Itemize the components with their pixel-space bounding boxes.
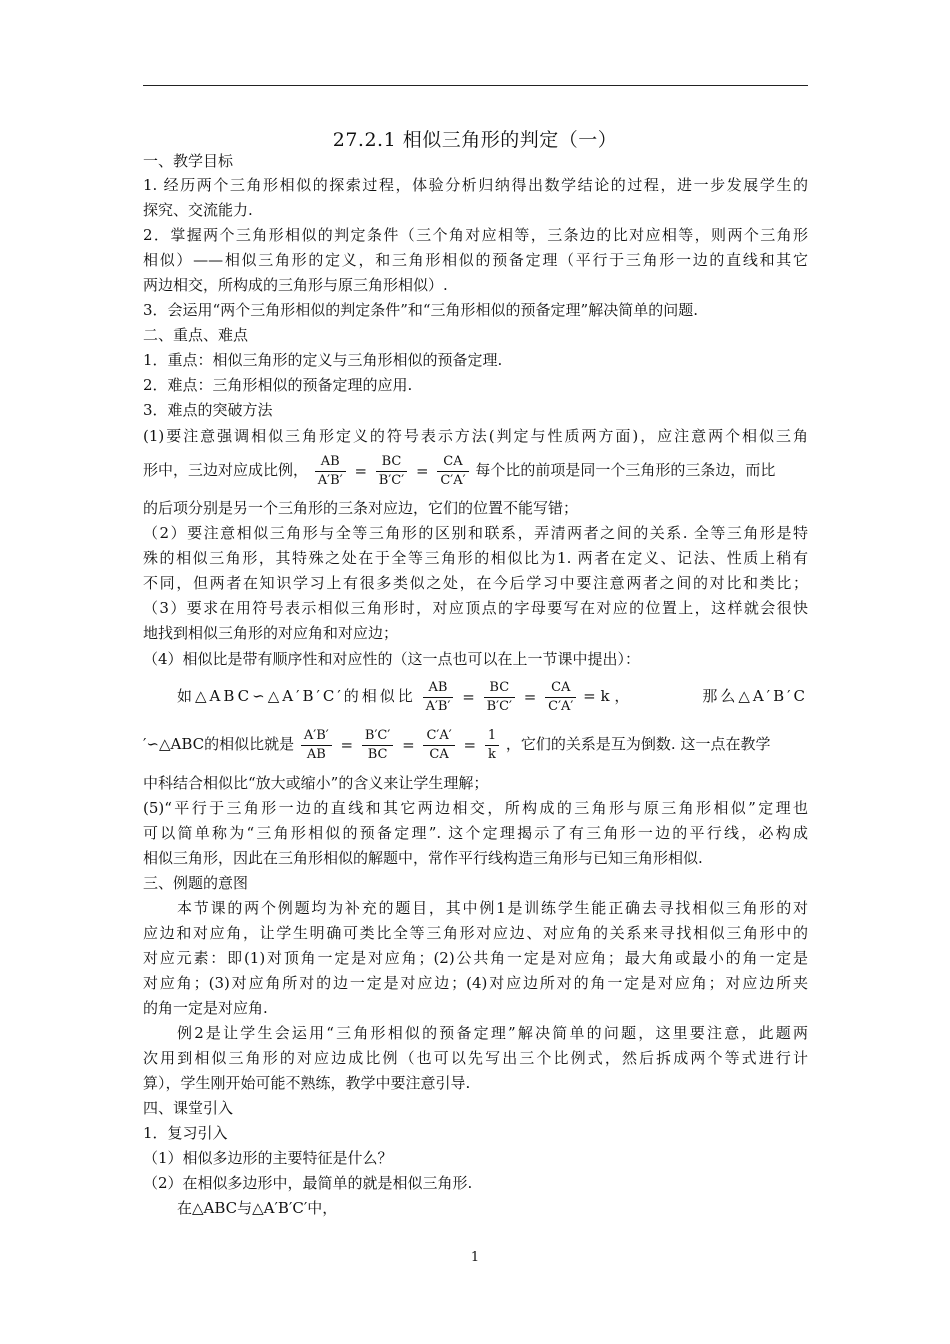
paragraph-line: 3．会运用“两个三角形相似的判定条件”和“三角形相似的预备定理”解决简单的问题. [143, 301, 698, 319]
fraction-cpap: $\frac{C'A'}{CA}$ [423, 727, 454, 764]
paragraph-line: 相似）——相似三角形的定义，和三角形相似的预备定理（平行于三角形一边的直线和其它 [143, 251, 808, 269]
paragraph-line: （2）在相似多边形中，最简单的就是相似三角形. [143, 1174, 473, 1192]
formula-text: 形中，三边对应成比例， [143, 461, 309, 479]
fraction-ab: $\frac{AB}{A'B'}$ [423, 679, 454, 716]
paragraph-line: 的角一定是对应角. [143, 999, 268, 1017]
paragraph-line: 对应角；(3)对应角所对的边一定是对应边；(4)对应边所对的角一定是对应角；对应边所夹 [143, 974, 808, 992]
paragraph-line: （3）要求在用符号表示相似三角形时，对应顶点的字母要写在对应的位置上，这样就会很快 [143, 599, 808, 617]
paragraph-line: 3．难点的突破方法 [143, 401, 273, 419]
section-heading-introduction: 四、课堂引入 [143, 1099, 234, 1117]
fraction-ab: $\frac{AB}{A'B'}$ [315, 453, 346, 490]
paragraph-line: 例2是让学生会运用“三角形相似的预备定理”解决简单的问题，这里要注意，此题两 [177, 1024, 808, 1042]
formula-line-similarity-ratio: 如△ABC∽△A′B′C′的相似比 $\frac{AB}{A'B'}$ = $\frac{BC}{B'C'}$ = $\frac{CA}{C'A'}$ = k ， 那么△A′B′C [177, 679, 808, 714]
paragraph-line: 1. 经历两个三角形相似的探索过程，体验分析归纳得出数学结论的过程，进一步发展学生的 [143, 176, 808, 194]
paragraph-line: 对应元素：即(1)对顶角一定是对应角；(2)公共角一定是对应角；最大角或最小的角一定是 [143, 949, 808, 967]
paragraph-line: 在△ABC与△A′B′C′中， [177, 1199, 338, 1217]
paragraph-line: (1)要注意强调相似三角形定义的符号表示方法(判定与性质两方面)，应注意两个相似三角 [143, 427, 808, 445]
page-title: 27.2.1 相似三角形的判定（一） [332, 129, 618, 151]
fraction-ca: $\frac{CA}{C'A'}$ [545, 679, 576, 716]
formula-line-ratios: 形中，三边对应成比例， $\frac{AB}{A'B'}$ = $\frac{BC}{B'C'}$ = $\frac{CA}{C'A'}$ 每个比的前项是同一个三角形的三条边，而比 [143, 453, 776, 488]
page-number: 1 [470, 1250, 480, 1265]
header-rule [143, 85, 808, 86]
section-heading-objectives: 一、教学目标 [143, 152, 234, 170]
paragraph-line: 不同，但两者在知识学习上有很多类似之处，在今后学习中要注意两者之间的对比和类比； [143, 574, 808, 592]
paragraph-line: 算），学生刚开始可能不熟练，教学中要注意引导. [143, 1074, 471, 1092]
paragraph-line: 探究、交流能力. [143, 201, 253, 219]
paragraph-line: 中科结合相似比“放大或缩小”的含义来让学生理解； [143, 774, 489, 792]
paragraph-line: 2．掌握两个三角形相似的判定条件（三个角对应相等，三条边的比对应相等，则两个三角形 [143, 226, 808, 244]
paragraph-line: 可以简单称为“三角形相似的预备定理”. 这个定理揭示了有三角形一边的平行线，必构成 [143, 824, 808, 842]
fraction-bc: $\frac{BC}{B'C'}$ [376, 453, 407, 490]
fraction-apbp: $\frac{A'B'}{AB}$ [301, 727, 332, 764]
paragraph-line: （2）要注意相似三角形与全等三角形的区别和联系，弄清两者之间的关系. 全等三角形是特 [143, 524, 808, 542]
fraction-one-over-k: $\frac{1}{k}$ [485, 727, 499, 764]
paragraph-line: （1）相似多边形的主要特征是什么？ [143, 1149, 393, 1167]
paragraph-line: 的后项分别是另一个三角形的三条对应边，它们的位置不能写错； [143, 499, 579, 517]
paragraph-line: 两边相交，所构成的三角形与原三角形相似）. [143, 276, 448, 294]
paragraph-line: (5)“平行于三角形一边的直线和其它两边相交，所构成的三角形与原三角形相似”定理也 [143, 799, 808, 817]
paragraph-line: 本节课的两个例题均为补充的题目，其中例1是训练学生能正确去寻找相似三角形的对 [177, 899, 808, 917]
paragraph-line: 1．复习引入 [143, 1124, 228, 1142]
formula-text: 每个比的前项是同一个三角形的三条边，而比 [475, 461, 776, 479]
paragraph-line: 次用到相似三角形的对应边成比例（也可以先写出三个比例式，然后拆成两个等式进行计 [143, 1049, 808, 1067]
fraction-bc: $\frac{BC}{B'C'}$ [484, 679, 515, 716]
paragraph-line: 殊的相似三角形，其特殊之处在于全等三角形的相似比为1. 两者在定义、记法、性质上稍有 [143, 549, 808, 567]
formula-line-reciprocal: ′∽△ABC的相似比就是 $\frac{A'B'}{AB}$ = $\frac{B'C'}{BC}$ = $\frac{C'A'}{CA}$ = $\frac{1}{k}$ ，它们的关系是互为倒数. 这一点在教学 [143, 727, 771, 762]
paragraph-line: （4）相似比是带有顺序性和对应性的（这一点也可以在上一节课中提出）： [143, 650, 641, 668]
paragraph-line: 相似三角形，因此在三角形相似的解题中，常作平行线构造三角形与已知三角形相似. [143, 849, 703, 867]
paragraph-line: 应边和对应角，让学生明确可类比全等三角形对应边、对应角的关系来寻找相似三角形中的 [143, 924, 808, 942]
fraction-bpcp: $\frac{B'C'}{BC}$ [362, 727, 393, 764]
section-heading-examples: 三、例题的意图 [143, 874, 249, 892]
section-heading-key-points: 二、重点、难点 [143, 326, 249, 344]
fraction-ca: $\frac{CA}{C'A'}$ [437, 453, 468, 490]
paragraph-line: 1．重点：相似三角形的定义与三角形相似的预备定理. [143, 351, 503, 369]
paragraph-line: 2．难点：三角形相似的预备定理的应用. [143, 376, 413, 394]
paragraph-line: 地找到相似三角形的对应角和对应边； [143, 624, 399, 642]
